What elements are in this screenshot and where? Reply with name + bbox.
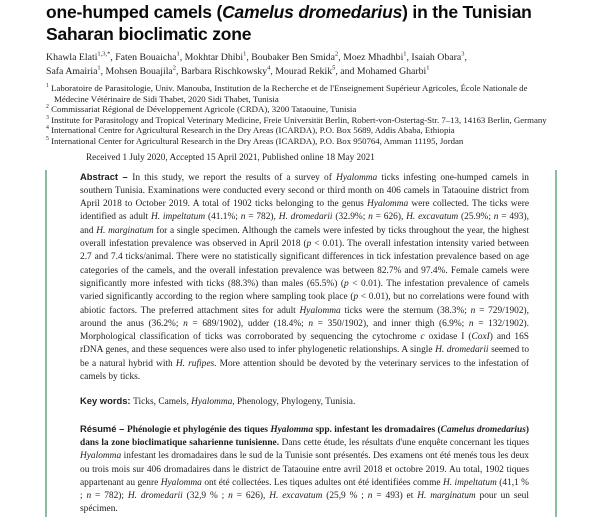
text-segment: H. marginatum [96,225,154,236]
text-segment: Ticks, Camels, [133,397,192,408]
text-segment: n [493,212,499,223]
text-segment: Dans cette étude, les résultats d'une enquête concernant les tiques [281,437,529,448]
text-segment: < 0.01), but no correlations were found with abiotic factors. The preferred attachment sites for adult [80,292,529,316]
text-segment: 1 [403,50,407,58]
text-segment: = 626), [372,212,407,223]
text-segment: Hyalomma [299,305,341,316]
text-segment: n [240,212,246,223]
text-segment: seemed to be a natural hybrid with [80,345,530,369]
text-segment: = 689/1902), udder (18.4%; [187,318,309,329]
abstract-paragraph [80,170,529,385]
text-segment: 1 [243,50,247,58]
title-line-2: Saharan bioclimatic zone [46,23,252,44]
text-segment: 1 [97,64,101,72]
text-segment: spp. infestant les dromadaires ( [313,424,441,435]
text-segment: n [86,491,92,502]
text-segment: , Isaiah Obara [406,52,462,63]
text-segment: ) in the Tunisian [402,2,532,22]
text-segment: H. excavatum [269,491,323,502]
dates-line: Received 1 July 2020, Accepted 15 April 2021, Published online 18 May 2021 [86,151,375,162]
text-segment: = 350/1902), and inner thigh (6.9%; [313,318,469,329]
title-line-1 [46,2,532,22]
text-segment: 3 [46,114,49,121]
text-segment: Résumé – [80,422,128,434]
text-segment: 2 [335,50,339,58]
affiliation-list [46,83,560,147]
text-segment: = 132/1902). Morphological classification of ticks was corroborated by sequencing the cytochrome [80,318,529,343]
text-segment: ticks were the sternum (38.3%; [340,305,471,316]
text-segment: = 782); [91,491,128,502]
resume-paragraph [80,422,529,517]
affiliation-item [46,104,560,115]
text-segment: Hyalomma [191,397,233,408]
text-segment: 2 [172,64,176,72]
text-segment: Khawla Elati [46,52,98,63]
text-segment: Phénologie et phylogénie des tiques [127,424,271,435]
text-segment: , Phenology, Phylogeny, Tunisia. [232,397,356,408]
text-segment: Hyalomma [160,477,202,488]
keywords-line [80,394,529,409]
text-segment: , [464,52,467,63]
text-segment: (25,9 % ; [322,491,368,502]
text-segment: p [306,239,312,250]
text-segment: , Faten Bouaicha [110,52,177,63]
text-segment: p [353,292,359,303]
text-segment: n [183,318,188,329]
text-segment: 5 [332,64,336,72]
text-segment: Safa Amairia [46,65,98,77]
text-segment: Key words: [80,395,134,407]
text-segment: H. excavatum [406,212,459,223]
text-segment: Camelus dromedarius [440,424,526,435]
text-segment: H. rufipes [175,358,215,369]
text-segment: H. impeltatum [443,477,497,488]
journal-page [0,2,600,515]
text-segment: one-humped camels ( [46,2,223,22]
affiliation-item [46,125,560,136]
text-segment: , and Mohamed Gharbi [335,65,427,77]
text-segment: , Mohsen Bouajila [100,65,173,77]
text-segment: Hyalomma [80,451,122,462]
text-segment: pour un seul spécimen. [80,491,529,515]
text-segment: = 493), and [80,212,529,236]
text-segment: Camelus dromedarius [222,2,403,22]
text-segment: = 493) et [372,491,418,502]
text-segment: = 626), [232,491,270,502]
text-segment: Laboratoire de Parasitologie, Univ. Manouba, Institution de la Recherche et de l'Enseignement Supérieur Agricoles, École Nationale de Médecine Vétérinaire de Sidi Thabet, 2020 Sidi Thabet, Tunisia [48,83,528,104]
text-segment: CoxI [471,332,490,343]
text-segment: ticks infesting one-humped camels in southern Tunisia. Examinations were conducted every second or third month on 406 camels in Tataouine district from April 2018 to October 2019. A total of 1902 ticks belonging to the genus [80,172,529,210]
text-segment: . More attention should be devoted by the veterinary services to the infestation of camels by ticks. [80,358,530,383]
text-segment: 4 [46,125,49,132]
text-segment: < 0.01). The overall infestation intensity varied between 2.7 and 7.4 ticks/animal. There were no statistically significant differences in tick infestation prevalence based on age categories of the camels, and the overall infestation prevalence was between 82.7% and 97.4%. Female camels were significantly more infested with ticks (88.3%) than males (65.5%) ( [80,239,529,289]
text-segment: (41.1%; [205,212,241,223]
text-segment: n [468,318,474,329]
text-segment: 4 [267,64,271,72]
text-segment: 1 [176,50,180,58]
text-segment: , Moez Mhadhbi [338,52,404,63]
affiliation-item [46,115,560,126]
text-segment: 1 [426,64,430,72]
text-segment: International Centre for Agricultural Research in the Dry Areas (ICARDA), P.O. Box 5689, Addis Ababa, Ethiopia [48,125,455,136]
text-segment: ont été collectées. Les tiques adultes ont été identifiées comme [201,477,443,488]
text-segment: were collected. The ticks were identified as adult [80,199,529,223]
text-segment: , Mokhtar Dhibi [179,52,244,63]
text-segment: Commissariat Régional de Développement Agricole (CRDA), 3200 Tataouine, Tunisia [48,104,357,115]
text-segment: 1,3,* [97,50,111,58]
text-segment: , Boubaker Ben Smida [246,52,336,63]
text-segment: H. dromedarii [127,491,183,502]
text-segment: oxidase I ( [424,332,472,343]
text-segment: for a single specimen. Although the camels were infested by ticks throughout the year, the highest overall infestation prevalence was observed in April 2018 ( [80,225,529,250]
text-segment: Abstract – [80,170,133,182]
text-segment: 1 [46,83,49,90]
text-segment: n [228,491,233,502]
text-segment: H. marginatum [417,491,476,502]
text-segment: H. dromedarii [435,345,489,356]
text-segment: ) dans la zone bioclimatique saharienne tunisienne. [80,424,529,448]
text-segment: H. impeltatum [150,212,206,223]
text-segment: infestant les dromadaires dans le sud de la Tunisie sont présentés. Des examens ont été menés tous les deux ou trois mois sur 406 dromadaires dans le district de Tataouine entre avril 2018 et octobre 2019. Au total, 1902 tiques appartenant au genre [80,451,529,488]
text-segment: (32,9 % ; [182,491,229,502]
affiliation-item [46,136,560,147]
text-segment: 2 [46,104,49,111]
text-segment: ) and 16S rDNA genes, and these sequences were also used to infer phylogenetic relationships. A single [80,332,530,356]
text-segment: 5 [46,136,49,143]
abstract-rule-box [45,170,557,517]
text-segment: c [420,332,425,343]
text-segment: = 782), [245,212,279,223]
text-segment: , Mourad Rekik [270,65,333,77]
text-segment: n [470,305,476,316]
text-segment: 3 [461,50,465,58]
text-segment: Hyalomma [336,172,378,183]
text-segment: , Barbara Rischkowsky [176,65,268,77]
text-segment: Hyalomma [367,199,409,210]
text-segment: = 729/1902), around the anus (36.2%; [80,305,529,329]
author-list [46,51,570,78]
text-segment: H. dromedarii [278,212,333,223]
text-segment: p [344,278,349,289]
text-segment: Institute for Parasitology and Tropical Veterinary Medicine, Freie Universität Berlin, Robert-von-Ostertag-Str. 7–13, 14163 Berlin, Germany [48,114,547,125]
text-segment: n [368,212,373,223]
text-segment: (25.9%; [458,212,494,223]
text-segment: (41,1 % ; [80,477,529,502]
text-segment: < 0.01). The infestation prevalence of camels varied significantly according to the region where sampling took place ( [80,278,529,303]
text-segment: Hyalomma [270,424,314,435]
article-title [46,2,572,45]
text-segment: n [308,318,314,329]
text-segment: n [367,491,373,502]
text-segment: (32.9%; [332,212,369,223]
text-segment: International Center for Agricultural Research in the Dry Areas (ICARDA), P.O. Box 950764, Amman 11195, Jordan [48,135,464,146]
text-segment: In this study, we report the results of a survey of [132,172,337,183]
affiliation-item [46,83,560,104]
